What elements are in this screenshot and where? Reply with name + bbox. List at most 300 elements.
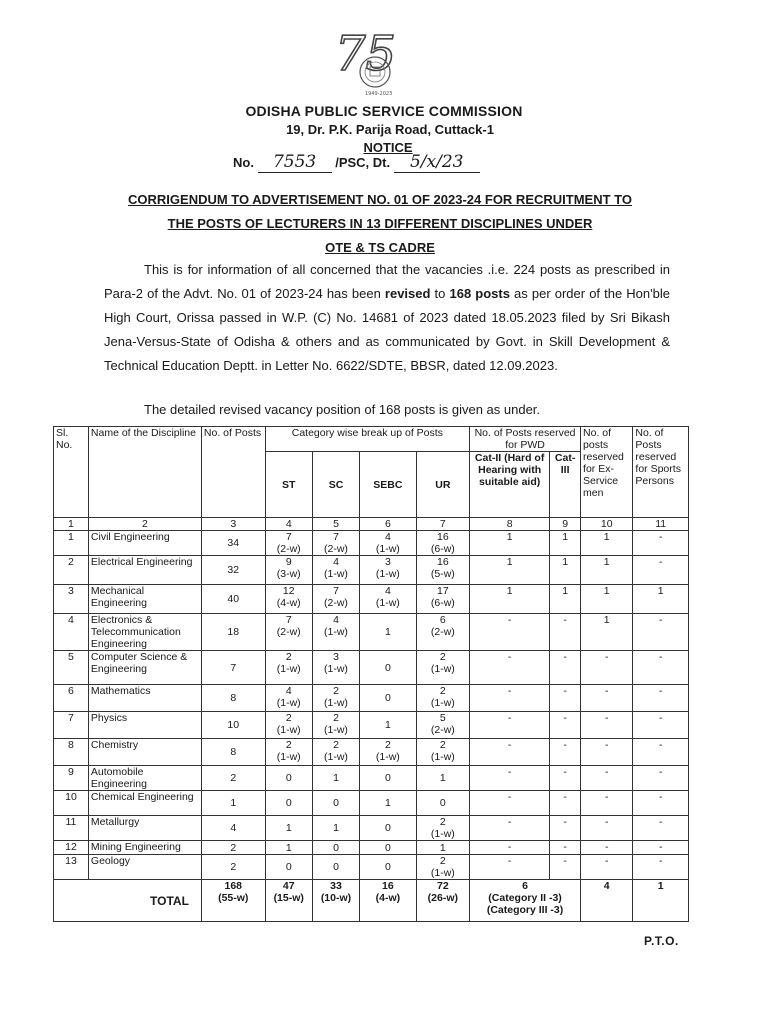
col-num: 2	[88, 518, 201, 531]
cell-sebc-sebc: 1	[384, 626, 391, 638]
cell-pwd-cat2	[470, 841, 550, 855]
cell-discipline	[88, 685, 201, 712]
cell-sc-sc_w: (2-w)	[324, 543, 348, 555]
cell-ur	[416, 712, 469, 739]
cell-sports-sports: -	[658, 855, 663, 867]
cell-st	[265, 556, 312, 585]
cell-sebc-sebc_w: (1-w)	[375, 543, 400, 555]
cell-st-st: 7	[285, 614, 292, 626]
cell-sebc-sebc: 0	[384, 841, 391, 854]
cell-posts-posts: 10	[227, 719, 240, 731]
cell-ur	[416, 766, 469, 791]
cell-pwd-cat3-cat3: -	[563, 855, 567, 867]
cell-sc	[312, 614, 359, 651]
total-st-w: (15-w)	[273, 892, 304, 904]
header-sebc: SEBC	[360, 452, 417, 518]
cell-ex-servicemen	[581, 766, 633, 791]
cell-sports	[633, 585, 689, 614]
cell-ur-ur: 2	[439, 685, 446, 697]
cell-discipline	[88, 531, 201, 556]
cell-sports-sports: -	[658, 791, 663, 803]
cell-ex-servicemen	[581, 816, 633, 841]
cell-ex-servicemen	[581, 685, 633, 712]
cell-st-st_w: (2-w)	[276, 626, 301, 638]
cell-discipline-name: Civil Engineering	[90, 531, 170, 543]
cell-st-st: 0	[285, 772, 292, 784]
cell-st-st: 12	[282, 585, 295, 597]
cell-sl	[54, 556, 89, 585]
cell-sc-sc: 1	[333, 772, 339, 784]
cell-pwd-cat2-cat2: -	[507, 766, 512, 778]
cell-sc-sc: 7	[333, 585, 339, 597]
cell-pwd-cat3	[550, 614, 581, 651]
cell-sc-sc_w: (1-w)	[324, 568, 348, 580]
cell-st	[265, 712, 312, 739]
cell-sebc-sebc: 0	[384, 692, 391, 704]
cell-sc-sc: 0	[333, 797, 339, 809]
cell-st-st: 2	[285, 651, 292, 663]
cell-ex-servicemen-ex: -	[604, 791, 609, 803]
cell-sc	[312, 855, 359, 880]
cell-pwd-cat2	[470, 685, 550, 712]
cell-ur-ur_w: (1-w)	[430, 867, 455, 879]
cell-ur-ur: 0	[439, 797, 446, 809]
para-bold-revised: revised	[384, 286, 431, 301]
cell-sebc-sebc: 1	[384, 719, 391, 731]
cell-pwd-cat2-cat2: 1	[506, 585, 513, 597]
cell-discipline-name: Mechanical Engineering	[90, 585, 147, 609]
cell-sl	[54, 585, 89, 614]
cell-sebc	[360, 614, 417, 651]
total-sc-w: (10-w)	[320, 892, 352, 904]
cell-st	[265, 855, 312, 880]
notice-date-handwritten: 5/x/23	[394, 152, 480, 173]
cell-pwd-cat3	[550, 556, 581, 585]
cell-ur-ur_w: (6-w)	[430, 543, 455, 555]
cell-ur-ur: 5	[439, 712, 446, 724]
cell-sc-sc_w: (1-w)	[324, 697, 348, 709]
cell-pwd-cat3-cat3: 1	[562, 556, 569, 568]
body-paragraph	[104, 258, 670, 378]
cell-posts-posts: 1	[230, 797, 237, 809]
cell-ur-ur: 2	[439, 855, 446, 867]
cell-ur-ur: 2	[439, 816, 446, 828]
cell-sl	[54, 855, 89, 880]
cell-sc-sc: 3	[333, 651, 339, 663]
cell-ex-servicemen	[581, 855, 633, 880]
total-pwd-cat2: (Category II -3)	[488, 892, 562, 904]
cell-ur-ur: 16	[437, 531, 449, 543]
cell-discipline-name: Physics	[90, 712, 128, 724]
corrigendum-subject	[90, 188, 670, 260]
cell-sports-sports: -	[658, 766, 663, 778]
cell-ur	[416, 855, 469, 880]
cell-ex-servicemen-ex: -	[604, 712, 609, 724]
para-bold-168-posts: 168 posts	[449, 286, 510, 301]
cell-ur	[416, 531, 469, 556]
psc-date-label: /PSC, Dt.	[335, 155, 391, 170]
cell-posts-posts: 7	[230, 661, 237, 674]
cell-sl-sl: 4	[68, 614, 74, 626]
table-row	[54, 685, 689, 712]
cell-pwd-cat3-cat3: -	[563, 614, 567, 626]
cell-discipline-name: Mathematics	[90, 685, 151, 697]
cell-sl	[54, 685, 89, 712]
table-row	[54, 739, 689, 766]
cell-st	[265, 766, 312, 791]
table-row	[54, 614, 689, 651]
cell-discipline	[88, 739, 201, 766]
cell-pwd-cat2	[470, 651, 550, 685]
cell-pwd-cat2-cat2: -	[507, 614, 512, 626]
cell-discipline-name: Chemical Engineering	[90, 791, 194, 803]
cell-ex-servicemen	[581, 712, 633, 739]
cell-sports	[633, 614, 689, 651]
cell-st-st: 2	[285, 739, 292, 751]
cell-sports-sports: -	[658, 739, 663, 751]
cell-discipline	[88, 712, 201, 739]
cell-sc-sc_w: (2-w)	[324, 597, 348, 609]
cell-sl-sl: 10	[65, 791, 77, 803]
cell-pwd-cat2	[470, 585, 550, 614]
cell-discipline-name: Chemistry	[90, 739, 139, 751]
cell-sc-sc: 2	[333, 739, 339, 751]
cell-st-st: 2	[285, 712, 292, 724]
cell-posts-posts: 2	[230, 841, 237, 854]
cell-st-st: 0	[285, 861, 292, 873]
body-paragraph-2: The detailed revised vacancy position of 168 posts is given as under.	[144, 402, 541, 417]
cell-pwd-cat3	[550, 841, 581, 855]
cell-pwd-cat3-cat3: -	[563, 766, 567, 778]
logo-years: 1949-2023	[365, 91, 393, 97]
header-discipline: Name of the Discipline	[88, 427, 201, 518]
subject-line-3: OTE & TS CADRE	[325, 240, 435, 255]
cell-sebc	[360, 791, 417, 816]
cell-sc	[312, 739, 359, 766]
total-pwd: 6	[522, 880, 528, 892]
cell-ex-servicemen	[581, 841, 633, 855]
cell-sebc-sebc_w: (1-w)	[375, 597, 400, 609]
cell-ex-servicemen-ex: 1	[603, 531, 610, 543]
cell-sl-sl: 12	[65, 841, 77, 853]
cell-sebc-sebc: 3	[384, 556, 391, 568]
cell-ex-servicemen	[581, 651, 633, 685]
cell-posts-posts: 8	[230, 746, 237, 758]
cell-pwd-cat2-cat2: 1	[506, 531, 513, 543]
cell-st	[265, 739, 312, 766]
col-num: 6	[360, 518, 417, 531]
cell-st-st_w: (1-w)	[276, 724, 301, 736]
cell-pwd-cat3-cat3: -	[563, 651, 567, 663]
cell-sebc-sebc: 4	[384, 585, 391, 597]
cell-sl	[54, 766, 89, 791]
cell-sc	[312, 556, 359, 585]
cell-ur	[416, 816, 469, 841]
cell-sl-sl: 11	[65, 816, 77, 828]
cell-st	[265, 791, 312, 816]
cell-sc-sc: 2	[333, 685, 339, 697]
cell-posts-posts: 34	[227, 537, 240, 549]
cell-sl-sl: 7	[68, 712, 74, 724]
header-no-of-posts: No. of Posts	[201, 427, 265, 518]
cell-posts-posts: 40	[227, 593, 240, 605]
cell-pwd-cat2-cat2: -	[507, 651, 512, 663]
header-sc: SC	[312, 452, 359, 518]
cell-ur-ur: 2	[439, 651, 446, 663]
table-row	[54, 841, 689, 855]
cell-sports	[633, 651, 689, 685]
cell-st	[265, 614, 312, 651]
cell-sc	[312, 531, 359, 556]
cell-ur	[416, 841, 469, 855]
cell-sports-sports: -	[658, 841, 663, 853]
cell-pwd-cat2-cat2: -	[507, 739, 512, 751]
cell-sc-sc_w: (1-w)	[324, 724, 348, 736]
cell-sports-sports: -	[658, 614, 663, 626]
cell-posts	[201, 841, 265, 855]
table-row	[54, 651, 689, 685]
total-sports: 1	[633, 880, 689, 922]
cell-sl	[54, 712, 89, 739]
cell-pwd-cat3-cat3: -	[563, 712, 567, 724]
column-number-row	[54, 518, 689, 531]
cell-sports	[633, 841, 689, 855]
cell-ur	[416, 585, 469, 614]
cell-pwd-cat3	[550, 651, 581, 685]
cell-posts-posts: 32	[227, 564, 240, 576]
cell-sl-sl: 8	[68, 739, 74, 751]
header-category-breakup: Category wise break up of Posts	[265, 427, 469, 452]
cell-posts	[201, 712, 265, 739]
header-sl-no: Sl. No.	[54, 427, 89, 518]
org-address: 19, Dr. P.K. Parija Road, Cuttack-1	[286, 122, 494, 137]
cell-st	[265, 841, 312, 855]
cell-posts	[201, 531, 265, 556]
cell-pwd-cat2	[470, 855, 550, 880]
cell-sports	[633, 791, 689, 816]
cell-posts	[201, 855, 265, 880]
cell-ex-servicemen-ex: -	[604, 766, 609, 778]
cell-discipline	[88, 556, 201, 585]
cell-sports	[633, 855, 689, 880]
cell-pwd-cat2	[470, 766, 550, 791]
cell-pwd-cat3	[550, 739, 581, 766]
cell-sl-sl: 2	[68, 556, 74, 568]
cell-discipline-name: Geology	[90, 855, 131, 867]
cell-sc-sc_w: (1-w)	[324, 626, 348, 638]
col-num: 1	[54, 518, 89, 531]
cell-ur	[416, 651, 469, 685]
cell-pwd-cat2	[470, 531, 550, 556]
cell-st-st_w: (4-w)	[276, 597, 301, 609]
cell-posts	[201, 585, 265, 614]
cell-posts-posts: 4	[230, 822, 237, 834]
cell-st-st: 4	[285, 685, 292, 697]
cell-pwd-cat3	[550, 712, 581, 739]
cell-sc-sc: 2	[333, 712, 339, 724]
cell-sebc-sebc: 0	[384, 822, 391, 834]
cell-sc	[312, 585, 359, 614]
cell-pwd-cat3-cat3: 1	[562, 585, 569, 597]
cell-pwd-cat3	[550, 766, 581, 791]
cell-sebc	[360, 712, 417, 739]
cell-discipline	[88, 766, 201, 791]
notice-number-handwritten: 7553	[258, 152, 332, 173]
cell-pwd-cat2-cat2: -	[507, 712, 512, 724]
header-st: ST	[265, 452, 312, 518]
cell-st-st_w: (1-w)	[276, 751, 301, 763]
cell-ur-ur: 16	[437, 556, 449, 568]
cell-st	[265, 651, 312, 685]
cell-sc-sc: 0	[333, 861, 339, 873]
cell-sl-sl: 5	[68, 651, 74, 663]
cell-pwd-cat2-cat2: -	[507, 855, 512, 867]
total-ex-servicemen: 4	[581, 880, 633, 922]
total-posts: 168	[224, 880, 243, 892]
cell-sl	[54, 816, 89, 841]
pto-note: P.T.O.	[644, 934, 679, 948]
cell-sc	[312, 791, 359, 816]
cell-ur-ur_w: (2-w)	[430, 724, 455, 736]
cell-sc-sc: 4	[333, 556, 339, 568]
no-label: No.	[233, 155, 254, 170]
col-num: 3	[201, 518, 265, 531]
cell-pwd-cat2	[470, 791, 550, 816]
cell-st-st: 1	[285, 822, 292, 834]
col-num: 5	[312, 518, 359, 531]
header-ur: UR	[416, 452, 469, 518]
cell-st-st_w: (1-w)	[276, 697, 301, 709]
notice-heading: NOTICE	[363, 140, 413, 155]
col-num: 9	[550, 518, 581, 531]
cell-ex-servicemen-ex: 1	[603, 556, 610, 568]
cell-sl	[54, 841, 89, 855]
cell-sl-sl: 6	[68, 685, 74, 697]
cell-discipline-name: Mining Engineering	[90, 841, 181, 853]
total-sc: 33	[330, 880, 342, 892]
cell-sports-sports: -	[658, 712, 663, 724]
vacancy-table	[53, 426, 689, 922]
cell-sl	[54, 791, 89, 816]
table-row	[54, 791, 689, 816]
table-row	[54, 531, 689, 556]
cell-sebc	[360, 651, 417, 685]
col-num: 11	[633, 518, 689, 531]
cell-posts-posts: 2	[230, 772, 237, 784]
opsc-75-years-logo	[331, 26, 411, 98]
cell-discipline	[88, 791, 201, 816]
cell-pwd-cat3	[550, 855, 581, 880]
cell-sebc	[360, 855, 417, 880]
cell-ur-ur_w: (5-w)	[430, 568, 455, 580]
cell-discipline-name: Electrical Engineering	[90, 556, 193, 568]
cell-posts	[201, 651, 265, 685]
cell-sports-sports: -	[658, 685, 663, 697]
cell-discipline	[88, 614, 201, 651]
table-row	[54, 766, 689, 791]
col-num: 7	[416, 518, 469, 531]
cell-st	[265, 685, 312, 712]
cell-pwd-cat2-cat2: -	[507, 816, 512, 828]
cell-posts-posts: 8	[230, 692, 237, 704]
cell-pwd-cat3-cat3: -	[563, 791, 567, 803]
cell-sebc-sebc_w: (1-w)	[375, 568, 400, 580]
cell-ur-ur: 1	[439, 841, 446, 854]
cell-sebc-sebc: 2	[384, 739, 391, 751]
cell-st	[265, 531, 312, 556]
cell-discipline-name: Computer Science & Engineering	[90, 651, 188, 675]
total-pwd-cat3: (Category III -3)	[486, 904, 564, 916]
cell-ur-ur_w: (1-w)	[430, 828, 455, 840]
header-pwd: No. of Posts reserved for PWD	[470, 427, 581, 452]
cell-pwd-cat2-cat2: -	[507, 685, 512, 697]
cell-ur	[416, 614, 469, 651]
cell-sports-sports: -	[658, 816, 663, 828]
table-row	[54, 855, 689, 880]
cell-st-st_w: (2-w)	[276, 543, 301, 555]
cell-pwd-cat3-cat3: -	[563, 841, 567, 853]
cell-st-st: 9	[285, 556, 292, 568]
cell-posts-posts: 18	[227, 626, 240, 638]
cell-sc	[312, 712, 359, 739]
cell-sebc	[360, 816, 417, 841]
cell-sl	[54, 739, 89, 766]
para-text-1: This is for information of all concerned that the vacancies .i.e. 224 posts as prescribed in Para-2 of the Advt. No. 01 of 2023-24 has been	[104, 262, 670, 301]
cell-sc-sc_w: (1-w)	[324, 751, 348, 763]
cell-discipline	[88, 585, 201, 614]
cell-ex-servicemen	[581, 531, 633, 556]
cell-ur-ur_w: (1-w)	[430, 663, 455, 675]
cell-sl	[54, 531, 89, 556]
cell-sebc-sebc: 4	[384, 531, 391, 543]
cell-sl-sl: 3	[68, 585, 74, 597]
cell-sl-sl: 13	[65, 855, 77, 867]
cell-pwd-cat3-cat3: -	[563, 685, 567, 697]
cell-pwd-cat2	[470, 614, 550, 651]
cell-ex-servicemen-ex: 1	[603, 585, 610, 597]
cell-pwd-cat3	[550, 685, 581, 712]
header-ex-servicemen: No. of posts reserved for Ex-Service men	[581, 427, 633, 518]
cell-ex-servicemen-ex: -	[604, 685, 609, 697]
cell-ex-servicemen	[581, 556, 633, 585]
cell-sl-sl: 9	[68, 766, 74, 778]
cell-posts	[201, 816, 265, 841]
cell-sebc-sebc: 1	[384, 797, 391, 809]
subject-line-1: CORRIGENDUM TO ADVERTISEMENT NO. 01 OF 2023-24 FOR RECRUITMENT TO	[128, 192, 632, 207]
col-num: 8	[470, 518, 550, 531]
cell-ur	[416, 685, 469, 712]
cell-pwd-cat2	[470, 739, 550, 766]
cell-ex-servicemen	[581, 791, 633, 816]
cell-sports-sports: -	[658, 651, 663, 663]
cell-st-st: 1	[285, 841, 292, 854]
cell-discipline	[88, 841, 201, 855]
cell-sebc-sebc: 0	[384, 661, 391, 674]
cell-ur-ur: 1	[439, 772, 446, 784]
cell-sports	[633, 712, 689, 739]
cell-ur	[416, 739, 469, 766]
cell-pwd-cat3	[550, 791, 581, 816]
total-posts-w: (55-w)	[218, 892, 249, 904]
cell-pwd-cat3	[550, 531, 581, 556]
cell-discipline-name: Electronics & Telecommunication Engineering	[90, 614, 181, 650]
cell-ex-servicemen-ex: 1	[603, 614, 610, 626]
org-name: ODISHA PUBLIC SERVICE COMMISSION	[245, 103, 523, 119]
cell-pwd-cat3-cat3: 1	[562, 531, 569, 543]
cell-ex-servicemen-ex: -	[604, 816, 609, 828]
cell-ur-ur: 6	[439, 614, 446, 626]
cell-sebc	[360, 556, 417, 585]
